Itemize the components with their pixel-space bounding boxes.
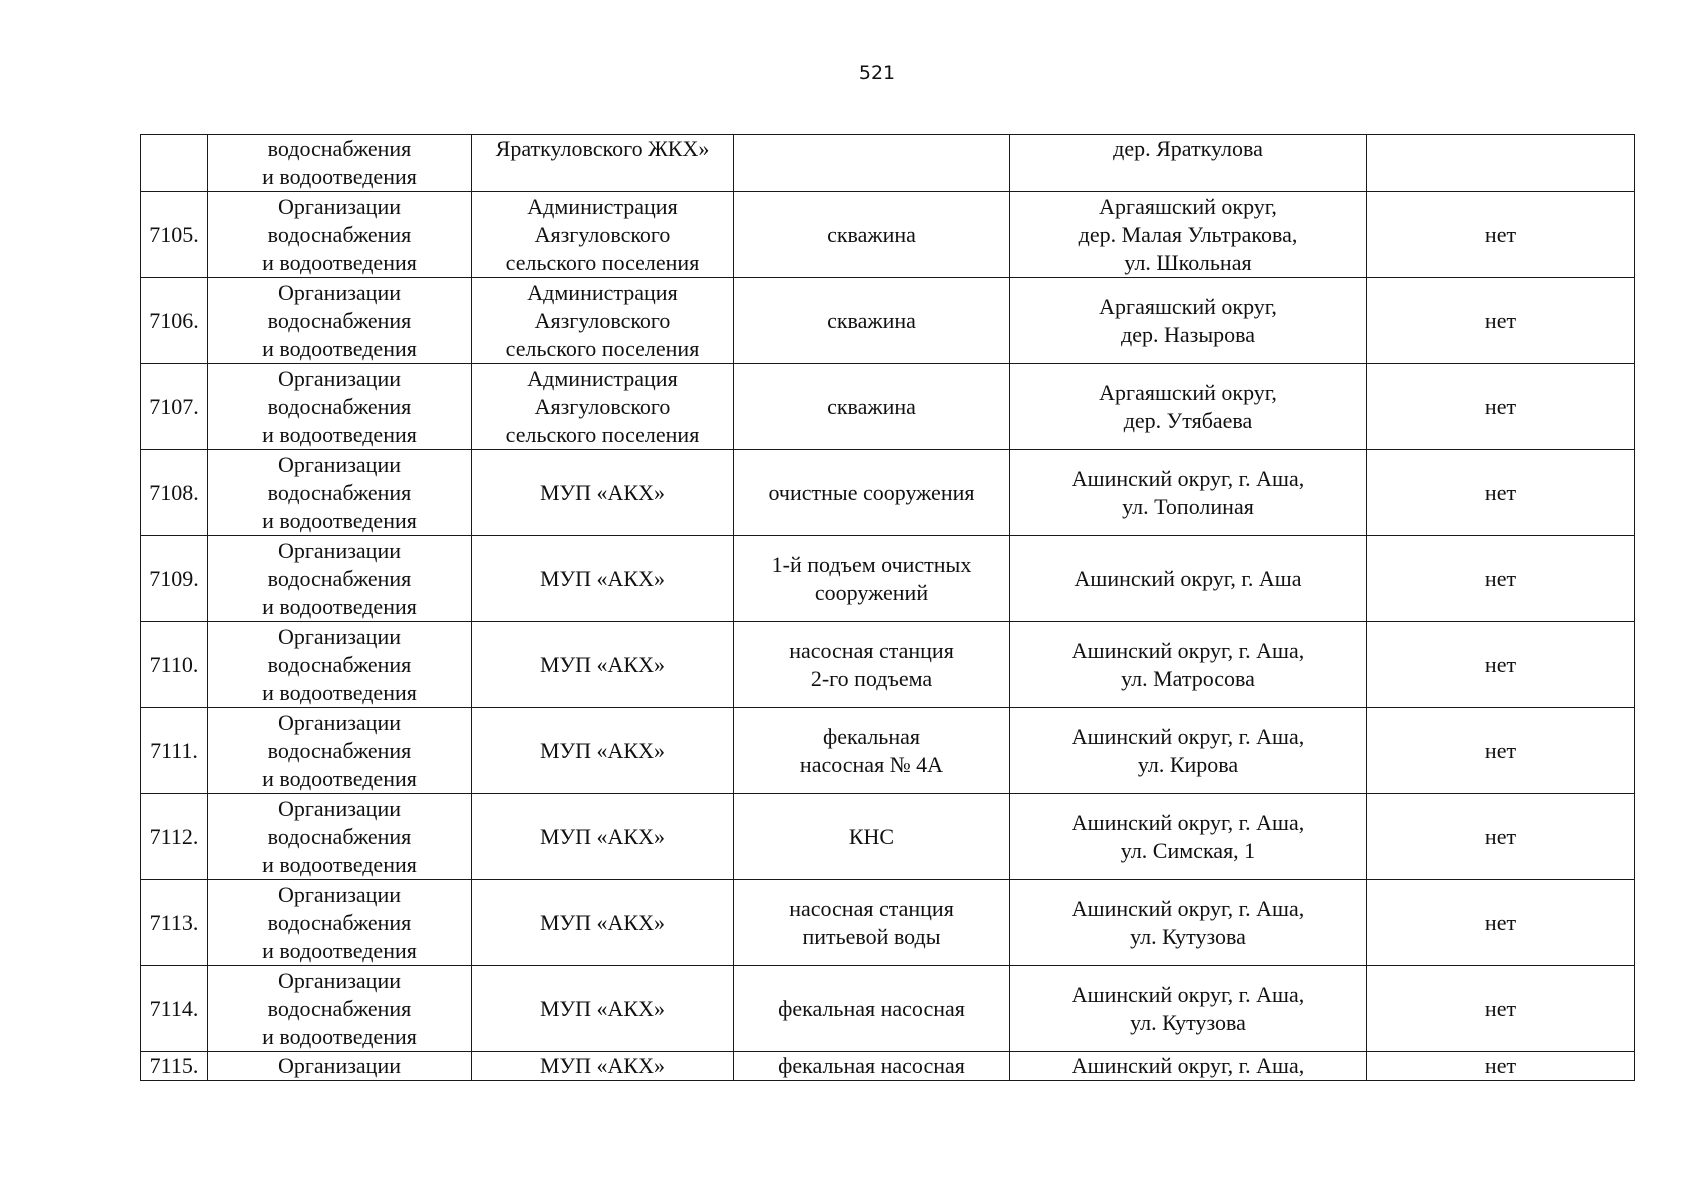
table-row [141, 708, 1635, 794]
row-organization: Администрация Аязгуловского сельского поселения [472, 278, 734, 364]
table-row [141, 794, 1635, 880]
row-number: 7106. [141, 278, 208, 364]
row-object: фекальная насосная № 4А [734, 708, 1010, 794]
row-organization: МУП «АКХ» [472, 880, 734, 966]
row-organization: МУП «АКХ» [472, 966, 734, 1052]
row-organization: Яраткуловского ЖКХ» [472, 135, 734, 192]
row-number: 7114. [141, 966, 208, 1052]
row-category: Организации водоснабжения и водоотведения [208, 708, 472, 794]
row-number: 7107. [141, 364, 208, 450]
row-organization: МУП «АКХ» [472, 1052, 734, 1081]
row-organization: МУП «АКХ» [472, 622, 734, 708]
row-status: нет [1367, 278, 1635, 364]
row-object: КНС [734, 794, 1010, 880]
row-number: 7110. [141, 622, 208, 708]
row-address: Ашинский округ, г. Аша, ул. Тополиная [1010, 450, 1367, 536]
row-organization: МУП «АКХ» [472, 708, 734, 794]
row-category: Организации водоснабжения и водоотведения [208, 536, 472, 622]
table-row [141, 880, 1635, 966]
row-address: Ашинский округ, г. Аша, ул. Кутузова [1010, 966, 1367, 1052]
row-address: Ашинский округ, г. Аша, ул. Кутузова [1010, 880, 1367, 966]
table-body [141, 135, 1635, 1081]
row-object: насосная станция 2-го подъема [734, 622, 1010, 708]
table-row [141, 450, 1635, 536]
table-row [141, 364, 1635, 450]
row-number: 7105. [141, 192, 208, 278]
row-object: насосная станция питьевой воды [734, 880, 1010, 966]
row-address: Ашинский округ, г. Аша [1010, 536, 1367, 622]
row-address: дер. Яраткулова [1010, 135, 1367, 192]
row-category: Организации водоснабжения и водоотведения [208, 794, 472, 880]
row-status: нет [1367, 708, 1635, 794]
row-status: нет [1367, 450, 1635, 536]
row-category: Организации водоснабжения и водоотведения [208, 880, 472, 966]
row-status: нет [1367, 880, 1635, 966]
table-row-continued [141, 135, 1635, 192]
row-status: нет [1367, 364, 1635, 450]
row-status: нет [1367, 622, 1635, 708]
facility-registry-table [140, 134, 1635, 1081]
row-category: Организации водоснабжения и водоотведения [208, 450, 472, 536]
row-number [141, 135, 208, 192]
row-number: 7115. [141, 1052, 208, 1081]
row-address: Ашинский округ, г. Аша, [1010, 1052, 1367, 1081]
row-status: нет [1367, 192, 1635, 278]
row-category: Организации водоснабжения и водоотведения [208, 364, 472, 450]
row-status [1367, 135, 1635, 192]
row-number: 7112. [141, 794, 208, 880]
row-organization: МУП «АКХ» [472, 536, 734, 622]
table-row [141, 622, 1635, 708]
row-category: Организации [208, 1052, 472, 1081]
row-address: Ашинский округ, г. Аша, ул. Кирова [1010, 708, 1367, 794]
row-status: нет [1367, 1052, 1635, 1081]
row-number: 7108. [141, 450, 208, 536]
row-organization: МУП «АКХ» [472, 794, 734, 880]
table-row [141, 536, 1635, 622]
row-object [734, 135, 1010, 192]
row-object: 1-й подъем очистных сооружений [734, 536, 1010, 622]
row-number: 7109. [141, 536, 208, 622]
row-organization: Администрация Аязгуловского сельского поселения [472, 192, 734, 278]
row-object: скважина [734, 192, 1010, 278]
row-object: скважина [734, 364, 1010, 450]
table-row [141, 192, 1635, 278]
row-category: водоснабжения и водоотведения [208, 135, 472, 192]
row-address: Аргаяшский округ, дер. Малая Ультракова, ул. Школьная [1010, 192, 1367, 278]
table-row [141, 278, 1635, 364]
row-category: Организации водоснабжения и водоотведения [208, 622, 472, 708]
row-address: Ашинский округ, г. Аша, ул. Матросова [1010, 622, 1367, 708]
row-object: очистные сооружения [734, 450, 1010, 536]
row-organization: Администрация Аязгуловского сельского поселения [472, 364, 734, 450]
row-object: скважина [734, 278, 1010, 364]
row-status: нет [1367, 536, 1635, 622]
row-address: Ашинский округ, г. Аша, ул. Симская, 1 [1010, 794, 1367, 880]
row-object: фекальная насосная [734, 1052, 1010, 1081]
row-status: нет [1367, 794, 1635, 880]
row-address: Аргаяшский округ, дер. Назырова [1010, 278, 1367, 364]
page-number: 521 [858, 62, 896, 84]
row-address: Аргаяшский округ, дер. Утябаева [1010, 364, 1367, 450]
row-organization: МУП «АКХ» [472, 450, 734, 536]
table-row [141, 966, 1635, 1052]
row-category: Организации водоснабжения и водоотведения [208, 966, 472, 1052]
row-number: 7113. [141, 880, 208, 966]
row-object: фекальная насосная [734, 966, 1010, 1052]
row-status: нет [1367, 966, 1635, 1052]
row-category: Организации водоснабжения и водоотведения [208, 192, 472, 278]
row-category: Организации водоснабжения и водоотведения [208, 278, 472, 364]
table-row-truncated [141, 1052, 1635, 1081]
row-number: 7111. [141, 708, 208, 794]
